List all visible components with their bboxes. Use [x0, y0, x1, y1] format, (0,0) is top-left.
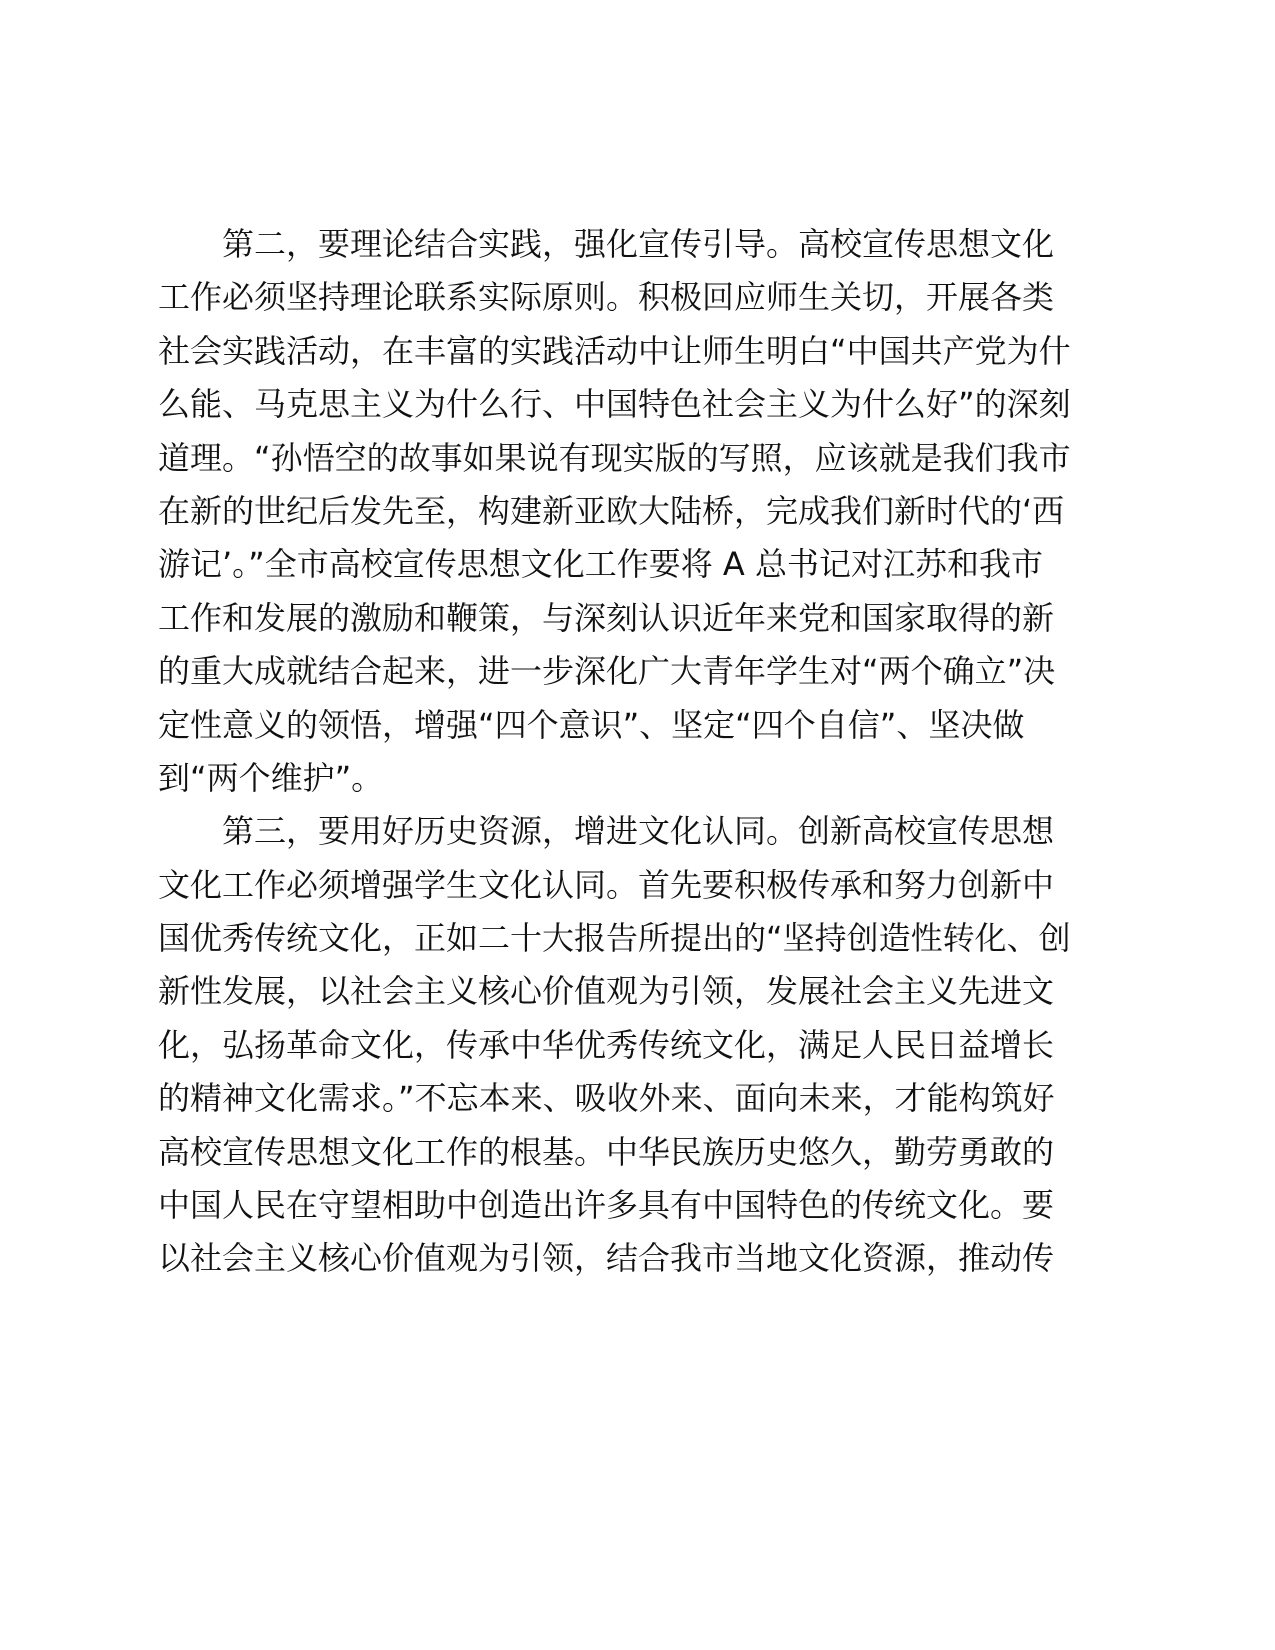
text-line: 社会实践活动，在丰富的实践活动中让师生明白“中国共产党为什 — [158, 331, 1071, 370]
text-line: 定性意义的领悟，增强“四个意识”、坚定“四个自信”、坚决做 — [158, 705, 1025, 744]
paragraph-2 — [158, 218, 1078, 805]
text-line: 的重大成就结合起来，进一步深化广大青年学生对“两个确立”决 — [158, 652, 1056, 691]
text-line: 游记’。”全市高校宣传思想文化工作要将 A 总书记对江苏和我市 — [158, 545, 1043, 584]
text-line: 第二，要理论结合实践，强化宣传引导。高校宣传思想文化 — [158, 225, 1055, 263]
text-line: 国优秀传统文化，正如二十大报告所提出的“坚持创造性转化、创 — [158, 919, 1071, 958]
text-line: 中国人民在守望相助中创造出许多具有中国特色的传统文化。要 — [158, 1186, 1055, 1225]
text-line: 么能、马克思主义为什么行、中国特色社会主义为什么好”的深刻 — [158, 385, 1071, 424]
text-line: 新性发展，以社会主义核心价值观为引领，发展社会主义先进文 — [158, 972, 1055, 1011]
document-body — [158, 218, 1078, 1286]
text-line: 道理。“孙悟空的故事如果说有现实版的写照，应该就是我们我市 — [158, 438, 1071, 477]
text-line: 工作和发展的激励和鞭策，与深刻认识近年来党和国家取得的新 — [158, 598, 1055, 637]
paragraph-3 — [158, 805, 1078, 1286]
text-line: 文化工作必须增强学生文化认同。首先要积极传承和努力创新中 — [158, 865, 1055, 904]
text-line: 到“两个维护”。 — [158, 758, 384, 797]
text-line: 在新的世纪后发先至，构建新亚欧大陆桥，完成我们新时代的‘西 — [158, 491, 1065, 530]
text-line: 工作必须坚持理论联系实际原则。积极回应师生关切，开展各类 — [158, 278, 1055, 317]
text-line: 第三，要用好历史资源，增进文化认同。创新高校宣传思想 — [158, 812, 1055, 851]
text-line: 以社会主义核心价值观为引领，结合我市当地文化资源，推动传 — [158, 1239, 1055, 1278]
text-line: 的精神文化需求。”不忘本来、吸收外来、面向未来，才能构筑好 — [158, 1079, 1055, 1118]
text-line: 高校宣传思想文化工作的根基。中华民族历史悠久，勤劳勇敢的 — [158, 1132, 1055, 1171]
text-line: 化，弘扬革命文化，传承中华优秀传统文化，满足人民日益增长 — [158, 1025, 1055, 1064]
